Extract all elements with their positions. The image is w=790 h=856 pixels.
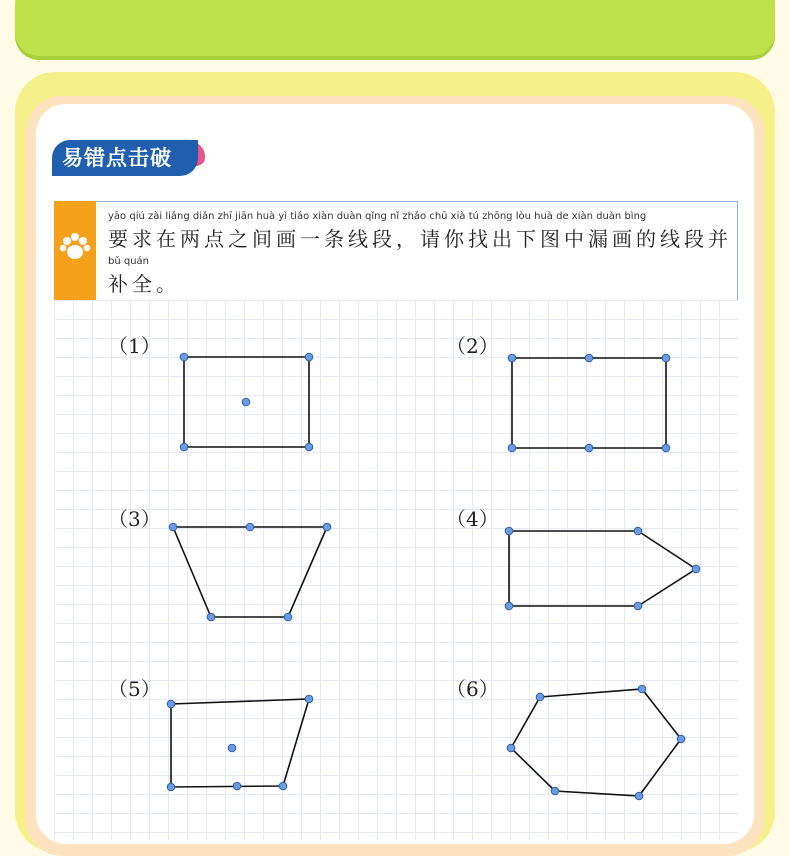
figure-4-point — [505, 602, 513, 610]
figure-3-point — [323, 523, 331, 531]
figure-4-point — [634, 527, 642, 535]
figure-label-4: （4） — [446, 507, 499, 531]
figure-6-point — [551, 787, 559, 795]
figure-4-point — [505, 527, 513, 535]
figure-6-segments — [511, 689, 681, 796]
figure-label-2: （2） — [446, 334, 499, 358]
figure-3-point — [169, 523, 177, 531]
question-text-line2: 补全。 — [108, 272, 180, 296]
figure-1-point — [180, 353, 188, 361]
figure-1-point — [180, 443, 188, 451]
figure-5-point — [167, 700, 175, 708]
figure-2-point — [508, 354, 516, 362]
figure-label-3: （3） — [108, 507, 161, 531]
figure-6-point — [635, 792, 643, 800]
figure-2-point — [662, 444, 670, 452]
figure-2-point — [662, 354, 670, 362]
question-text-line1: 要求在两点之间画一条线段，请你找出下图中漏画的线段并 — [108, 227, 732, 251]
figure-3-point — [207, 613, 215, 621]
figure-6-point — [677, 735, 685, 743]
figure-2-segments — [512, 358, 666, 448]
figure-5-point — [279, 782, 287, 790]
figure-5-point — [228, 744, 236, 752]
figure-label-5: （5） — [108, 677, 161, 701]
figure-2-point — [585, 354, 593, 362]
question-pinyin-line2: bǔ quán — [108, 256, 150, 267]
figure-5-point — [305, 695, 313, 703]
figure-label-1: （1） — [108, 334, 161, 358]
figure-1-point — [305, 353, 313, 361]
figure-3-segments — [173, 527, 327, 617]
figure-3-point — [284, 613, 292, 621]
figure-6-point — [638, 685, 646, 693]
figure-5-point — [233, 782, 241, 790]
figure-label-6: （6） — [446, 677, 499, 701]
figure-3-point — [246, 523, 254, 531]
figure-1-point — [242, 398, 250, 406]
figure-6-point — [536, 693, 544, 701]
figure-1-point — [305, 443, 313, 451]
figure-6-point — [507, 744, 515, 752]
figure-2-point — [585, 444, 593, 452]
section-tag: 易错点击破 — [52, 140, 198, 176]
figure-5-point — [167, 783, 175, 791]
figure-2-point — [508, 444, 516, 452]
figure-5-segments — [171, 699, 309, 787]
question-pinyin-line1: yāo qiú zài liǎng diǎn zhī jiān huà yì tiáo xiàn duàn qǐng nǐ zhǎo chū xià tú zhōng lòu huà de xiàn duàn bìng — [108, 211, 647, 222]
figure-4-point — [692, 565, 700, 573]
figure-4-point — [634, 602, 642, 610]
figure-4-segments — [509, 531, 696, 606]
